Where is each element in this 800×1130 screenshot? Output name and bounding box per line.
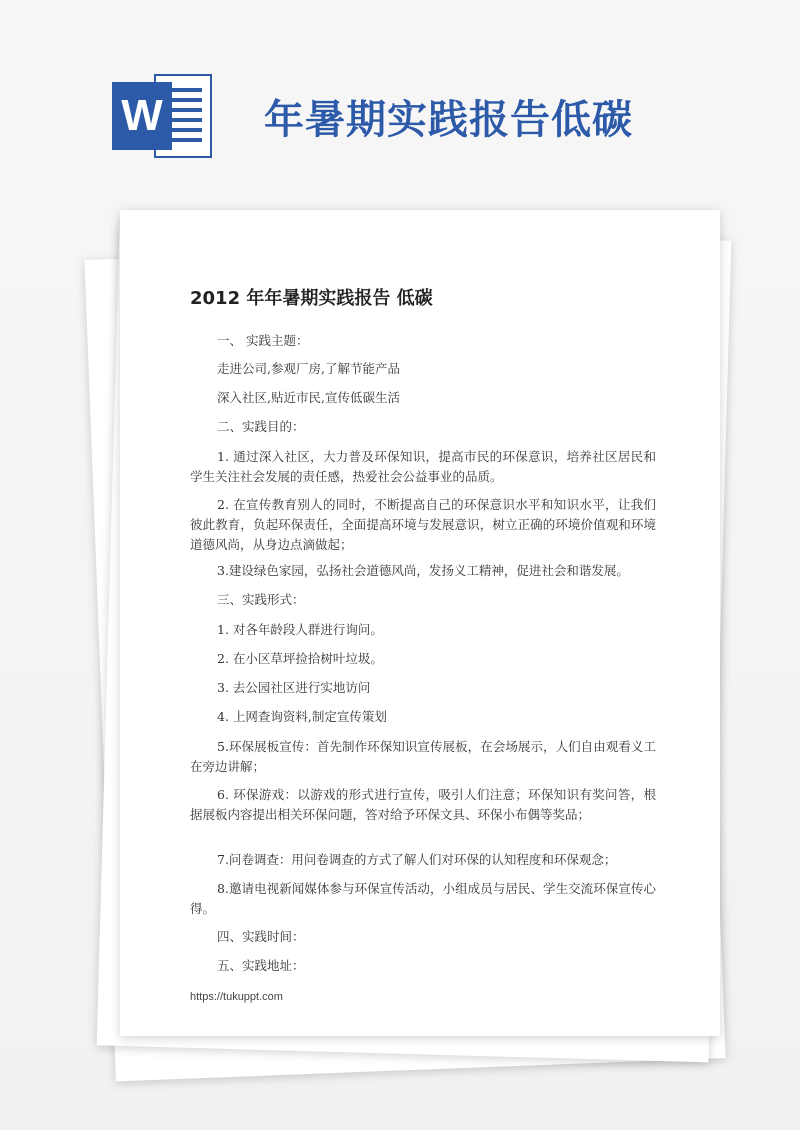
section-heading: 二、实践目的：: [217, 419, 305, 434]
paragraph: 3.建设绿色家园，弘扬社会道德风尚，发扬义工精神，促进社会和谐发展。: [217, 563, 629, 578]
text-line-icon: [170, 138, 202, 142]
list-item: 7.问卷调查：用问卷调查的方式了解人们对环保的认知程度和环保观念；: [217, 852, 617, 867]
paragraph: 走进公司,参观厂房,了解节能产品: [217, 361, 400, 376]
text-line-icon: [170, 108, 202, 112]
document-page: [120, 210, 720, 1036]
text-line-icon: [170, 118, 202, 122]
section-heading: 一、 实践主题：: [217, 333, 309, 348]
paragraph: 2. 在宣传教育别人的同时，不断提高自己的环保意识水平和知识水平，让我们彼此教育，负起环保责任，全面提高环境与发展意识，树立正确的环境价值观和环境道德风尚，从身边点滴做起；: [190, 497, 656, 552]
document-title: 2012 年年暑期实践报告 低碳: [190, 288, 433, 309]
list-item: 5.环保展板宣传：首先制作环保知识宣传展板，在会场展示，人们自由观看义工在旁边讲解；: [190, 739, 656, 774]
word-letter-badge: W: [112, 82, 172, 150]
list-item: 4. 上网查询资料,制定宣传策划: [217, 709, 387, 724]
paragraph: 深入社区,贴近市民,宣传低碳生活: [217, 390, 400, 405]
list-item: 3. 去公园社区进行实地访问: [217, 680, 371, 695]
list-item: 6. 环保游戏：以游戏的形式进行宣传，吸引人们注意；环保知识有奖问答，根据展板内容提出相关环保问题，答对给予环保文具、环保小布偶等奖品；: [190, 787, 656, 822]
banner-title: 年暑期实践报告低碳: [264, 97, 633, 143]
list-item: 2. 在小区草坪捡拾树叶垃圾。: [217, 651, 383, 666]
list-item: 1. 对各年龄段人群进行询问。: [217, 622, 383, 637]
text-line-icon: [170, 128, 202, 132]
text-line-icon: [170, 98, 202, 102]
section-heading: 四、实践时间：: [217, 929, 305, 944]
section-heading: 五、实践地址：: [217, 958, 305, 973]
section-heading: 三、实践形式：: [217, 592, 305, 607]
footer-url: https://tukuppt.com: [190, 991, 283, 1003]
list-item: 8.邀请电视新闻媒体参与环保宣传活动，小组成员与居民、学生交流环保宣传心得。: [190, 881, 656, 916]
word-document-icon: [112, 74, 212, 158]
text-line-icon: [170, 88, 202, 92]
paragraph: 1. 通过深入社区，大力普及环保知识，提高市民的环保意识，培养社区居民和学生关注社会发展的责任感，热爱社会公益事业的品质。: [190, 449, 656, 484]
